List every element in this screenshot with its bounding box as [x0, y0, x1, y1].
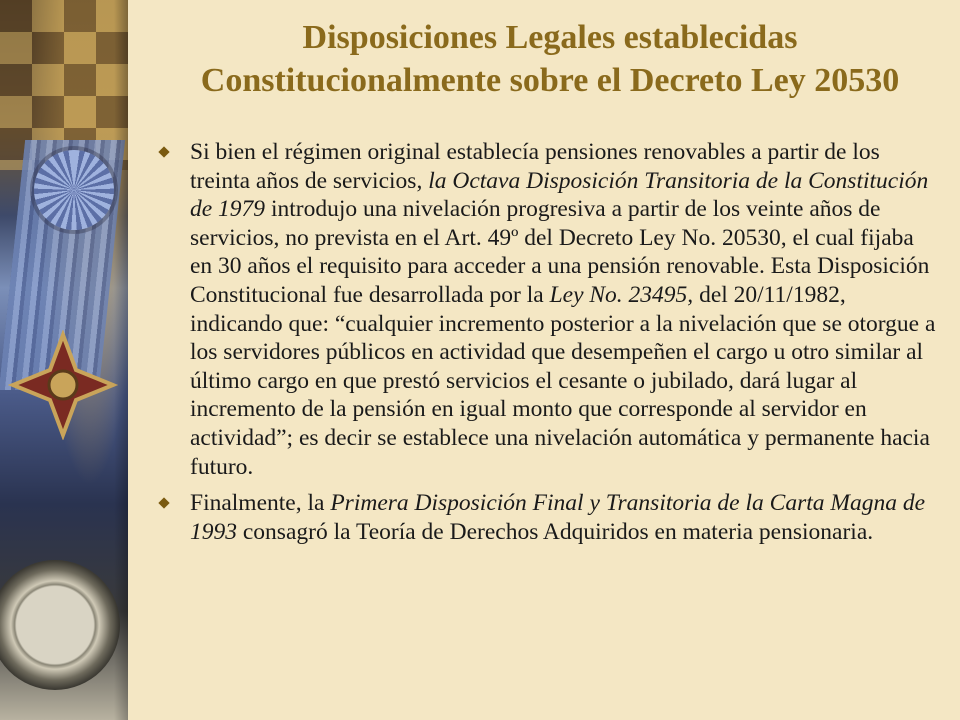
title-line-2: Constitucionalmente sobre el Decreto Ley 20530	[200, 62, 900, 99]
bullet-italic-text: Ley No. 23495,	[549, 281, 694, 308]
bullet-text: del 20/11/1982, indicando que: “cualquier incremento posterior a la nivelación que se otorgue a los servidores públicos en actividad que desempeñen el cargo u otro similar al último cargo en que prestó servicios el cesante o jubilado, dará lugar al incremento de la pensión en igual monto que corresponde al servidor en actividad”; es decir se establece una nivelación automática y permanente hacia futuro.	[190, 281, 936, 480]
medal-cross-icon	[8, 330, 118, 440]
bullet-italic-text: la Octava Disposición Transitoria de la Constitución de 1979	[190, 167, 929, 223]
bullet-text: introdujo una nivelación progresiva a partir de los veinte años de servicios, no prevista en el Art. 49º del Decreto Ley No. 20530, el cual fijaba en 30 años el requisito para acceder a una pensión renovable. Esta Disposición Constitucional fue desarrollada por la	[190, 196, 930, 308]
bullet-text: consagró la Teoría de Derechos Adquiridos en materia pensionaria.	[237, 518, 874, 545]
bullet-italic-text: Primera Disposición Final y Transitoria de la Carta Magna de 1993	[190, 490, 925, 545]
bullet-text: Si bien el régimen original establecía pensiones renovables a partir de los treinta años de servicios,	[190, 139, 880, 194]
strip-shadow	[114, 0, 128, 720]
diamond-bullet-icon	[158, 146, 169, 157]
title-line-1: Disposiciones Legales establecidas	[302, 19, 798, 56]
bullet-item	[160, 138, 940, 481]
decorative-photo-strip	[0, 0, 128, 720]
slide-title	[150, 16, 950, 102]
ribbon-rosette	[34, 150, 114, 230]
diamond-bullet-icon	[158, 497, 169, 508]
slide-body	[160, 138, 940, 554]
bullet-text: Finalmente, la	[190, 490, 331, 517]
bullet-item	[160, 489, 940, 546]
compass-image	[0, 560, 120, 690]
